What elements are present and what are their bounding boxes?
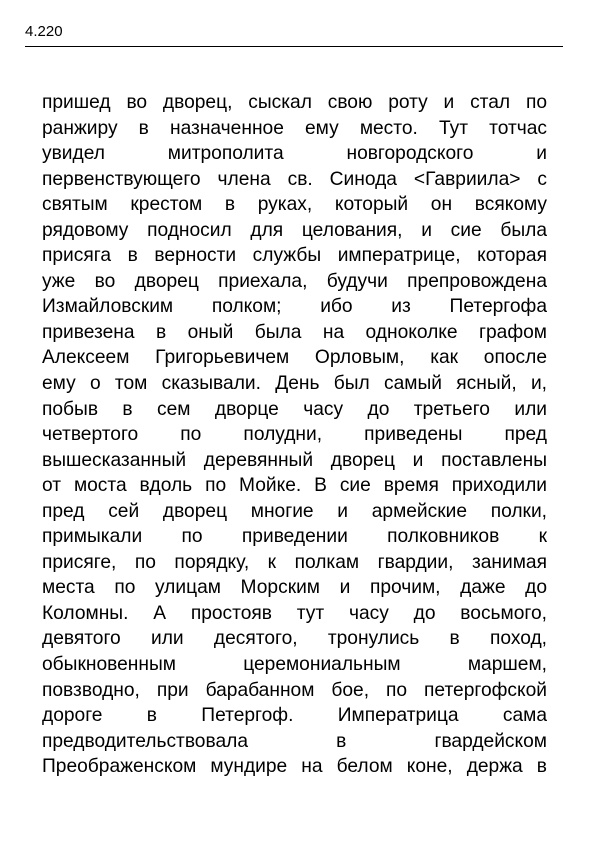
text-line: девятого или десятого, тронулись в поход, [42,628,547,650]
text-line: Преображенском мундире на белом коне, держа в [42,756,547,778]
text-line: предводительствовала в гвардейском [42,730,547,752]
text-line: вышесказанный деревянный дворец и поставлены [42,449,547,471]
text-line: пред сей дворец многие и армейские полки, [42,500,547,522]
page-body-text [42,90,547,780]
text-line: побыв в сем дворце часу до третьего или [42,398,547,420]
text-line: святым крестом в руках, который он всякому [42,194,547,216]
text-line: четвертого по полудни, приведены пред [42,424,547,446]
text-line: примыкали по приведении полковников к [42,526,547,548]
text-line: уже во дворец приехала, будучи препровождена [42,270,547,292]
text-line: ему о том сказывали. День был самый ясный, и, [42,373,547,395]
text-line: рядовому подносил для целования, и сие была [42,219,547,241]
text-line: Алексеем Григорьевичем Орловым, как опосле [42,347,547,369]
text-line: первенствующего члена св. Синода <Гавриила> с [42,168,547,190]
text-line: повзводно, при барабанном бое, по петергофской [42,679,547,701]
text-line: увидел митрополита новгородского и [42,143,547,165]
text-line: от моста вдоль по Мойке. В сие время приходили [42,475,547,497]
text-line: присяге, по порядку, к полкам гвардии, занимая [42,551,547,573]
page-number: 4.220 [25,23,63,40]
page-header [25,22,563,47]
text-line: ранжиру в назначенное ему место. Тут тотчас [42,117,547,139]
text-line: присяга в верности службы императрице, которая [42,245,547,267]
text-line: обыкновенным церемониальным маршем, [42,654,547,676]
text-line: пришед во дворец, сыскал свою роту и стал по [42,92,547,113]
text-line: дороге в Петергоф. Императрица сама [42,705,547,727]
text-line: Коломны. А простояв тут часу до восьмого, [42,602,547,624]
text-line: Измайловским полком; ибо из Петергофа [42,296,547,318]
text-line: места по улицам Морским и прочим, даже до [42,577,547,599]
text-line: привезена в оный была на одноколке графом [42,321,547,343]
